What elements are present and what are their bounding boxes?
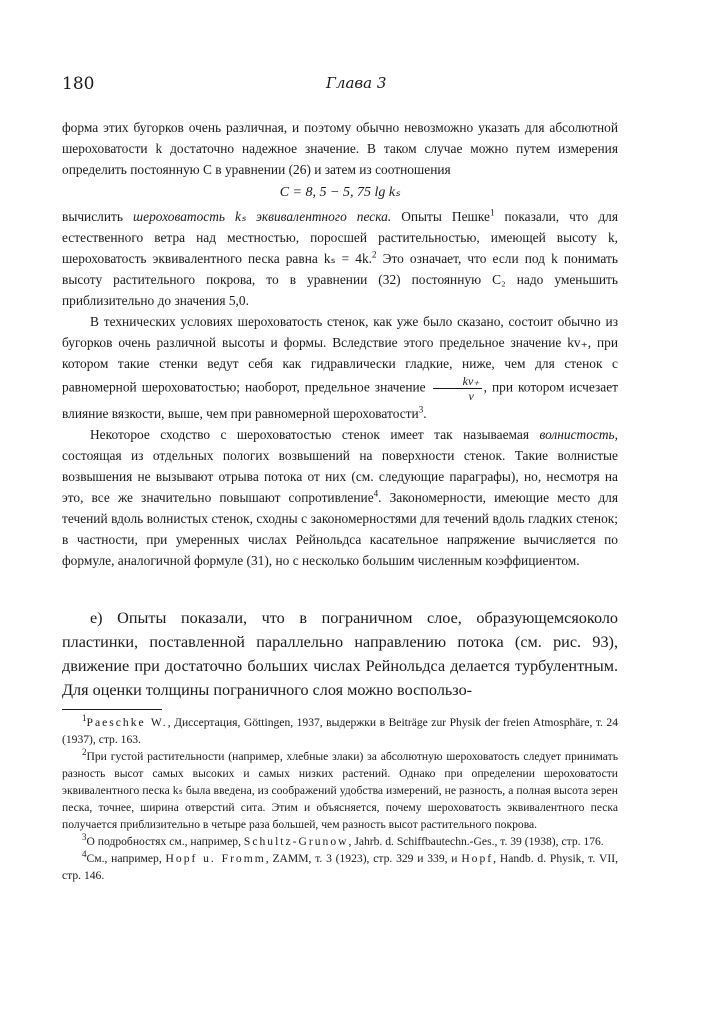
p4-text-a: Некоторое сходство с шероховатостью стенок имеет так называемая — [90, 427, 529, 442]
footnote-1-author: Paeschke W. — [86, 716, 168, 729]
footnote-3-text-b: , Jahrb. d. Schiffbautechn.-Ges., т. 39 (1938), стр. 176. — [348, 835, 604, 848]
p2-text-c: показали, что для естественного ветра над местностью, поросшей растительностью, имеющей высоту k, шероховатость эквивалентного песка равна kₛ = 4k. — [62, 209, 618, 266]
footnote-4-author-1: Hopf u. Fromm — [165, 852, 266, 865]
fraction — [433, 374, 482, 403]
footnote-4-text-c: , Handb. d. Physik, т. VII, стр. 146. — [62, 852, 619, 882]
p3-end: . — [423, 406, 427, 421]
footnote-2-text: При густой растительности (например, хлебные злаки) за абсолютную шероховатость следует принимать разность высот самых высоких и самых низких растений. Однако при определении шероховатости эквивалентного песка kₛ была введена, из соображений удобства измерений, не разность, а полная высота зерен песка, точнее, ширина отверстий сита. Этим и объясняется, почему шероховатость эквивалентного песка получается приблизительно в четыре раза большей, чем разность высот растительного покрова. — [62, 750, 618, 831]
p3-text-b: , при котором исчезает влияние вязкости, выше, чем при равномерной шероховатости — [62, 379, 619, 421]
footnote-ref-2[interactable]: 2 — [372, 249, 377, 260]
footnote-3-marker: 3 — [82, 832, 87, 843]
footnote-3-text-a: О подробностях см., например, — [86, 835, 241, 848]
footnote-ref-1[interactable]: 1 — [489, 207, 495, 218]
p2-text-b: Опыты Пешке — [401, 209, 490, 224]
section-e-text: е) Опыты показали, что в пограничном слое, образующемсяоколо пластинки, поставленной параллельно направлению потока (см. рис. 93), движение при достаточно больших числах Рейнольдса делается турбулентным. Для оценки толщины пограничного слоя можно воспользо- — [62, 609, 618, 699]
footnote-3-author: Schultz-Grunow — [243, 835, 349, 848]
page-number: 180 — [62, 74, 95, 94]
fraction-denominator: ν — [468, 389, 474, 403]
footnotes — [62, 714, 618, 884]
footnote-2-marker: 2 — [82, 747, 87, 758]
paragraph-1: форма этих бугорков очень различная, и поэтому обычно невозможно указать для абсолютной шероховатости k достаточно надежное значение. В таком случае можно путем измерения определить постоянную C в уравнении (26) и затем из соотношения — [62, 120, 618, 177]
footnote-1-marker: 1 — [82, 713, 87, 724]
section-e — [62, 606, 618, 702]
fraction-numerator: kv₊ — [433, 374, 482, 389]
footnote-4-author-2: Hopf — [461, 852, 494, 865]
footnote-ref-3[interactable]: 3 — [418, 404, 424, 415]
footnote-rule — [62, 709, 162, 710]
paragraph-4 — [62, 424, 618, 571]
footnote-4-marker: 4 — [82, 849, 87, 860]
footnote-4-text-a: См., например, — [86, 852, 162, 865]
footnote-ref-4[interactable]: 4 — [373, 488, 379, 499]
p2-text-a: вычислить — [62, 209, 123, 224]
footnote-4 — [62, 850, 618, 884]
p2-italic-term: шероховатость kₛ эквивалентного песка. — [133, 209, 392, 224]
footnote-1 — [62, 714, 618, 748]
footnote-4-text-b: , ZAMM, т. 3 (1923), стр. 329 и 339, и — [265, 852, 458, 865]
paragraph-2 — [62, 206, 618, 311]
formula: C = 8, 5 − 5, 75 lg kₛ — [279, 185, 401, 200]
p3-text-a: В технических условиях шероховатость стенок, как уже было сказано, состоит обычно из бугорков очень различной высоты и формы. Вследствие этого предельное значение kv₊, при котором такие стенки ведут себя как гидравлически гладкие, ниже, чем для стенок с равномерной шероховатостью; наоборот, предельное значение — [62, 314, 618, 395]
p2-text-d: Это означает, что если под k понимать высоту растительного покрова, то в уравнении (32) постоянную C₂ надо уменьшить приблизительно до значения 5,0. — [62, 251, 618, 308]
paragraph-3 — [62, 311, 618, 424]
footnote-2 — [62, 748, 618, 833]
chapter-title: Глава 3 — [326, 74, 387, 92]
p4-text-c: . Закономерности, имеющие место для течений вдоль волнистых стенок, сходны с закономерностями для течений вдоль гладких стенок; в частности, при умеренных числах Рейнольдса касательное напряжение вычисляется по формуле, аналогичной формуле (31), но с несколько большим численным коэффициентом. — [62, 490, 618, 568]
p4-italic-term: волнистость — [539, 427, 615, 442]
footnote-1-text: , Диссертация, Göttingen, 1937, выдержки в Beiträge zur Physik der freien Atmosphäre, т. 24 (1937), стр. 163. — [62, 716, 618, 746]
footnote-3 — [62, 833, 618, 850]
main-text — [62, 117, 618, 571]
p4-text-b: , состоящая из отдельных пологих возвышений на поверхности стенок. Такие волнистые возвышения не вызывают отрыва потока от них (см. следующие параграфы), но, несмотря на это, все же значительно повышают сопротивление — [62, 427, 618, 505]
